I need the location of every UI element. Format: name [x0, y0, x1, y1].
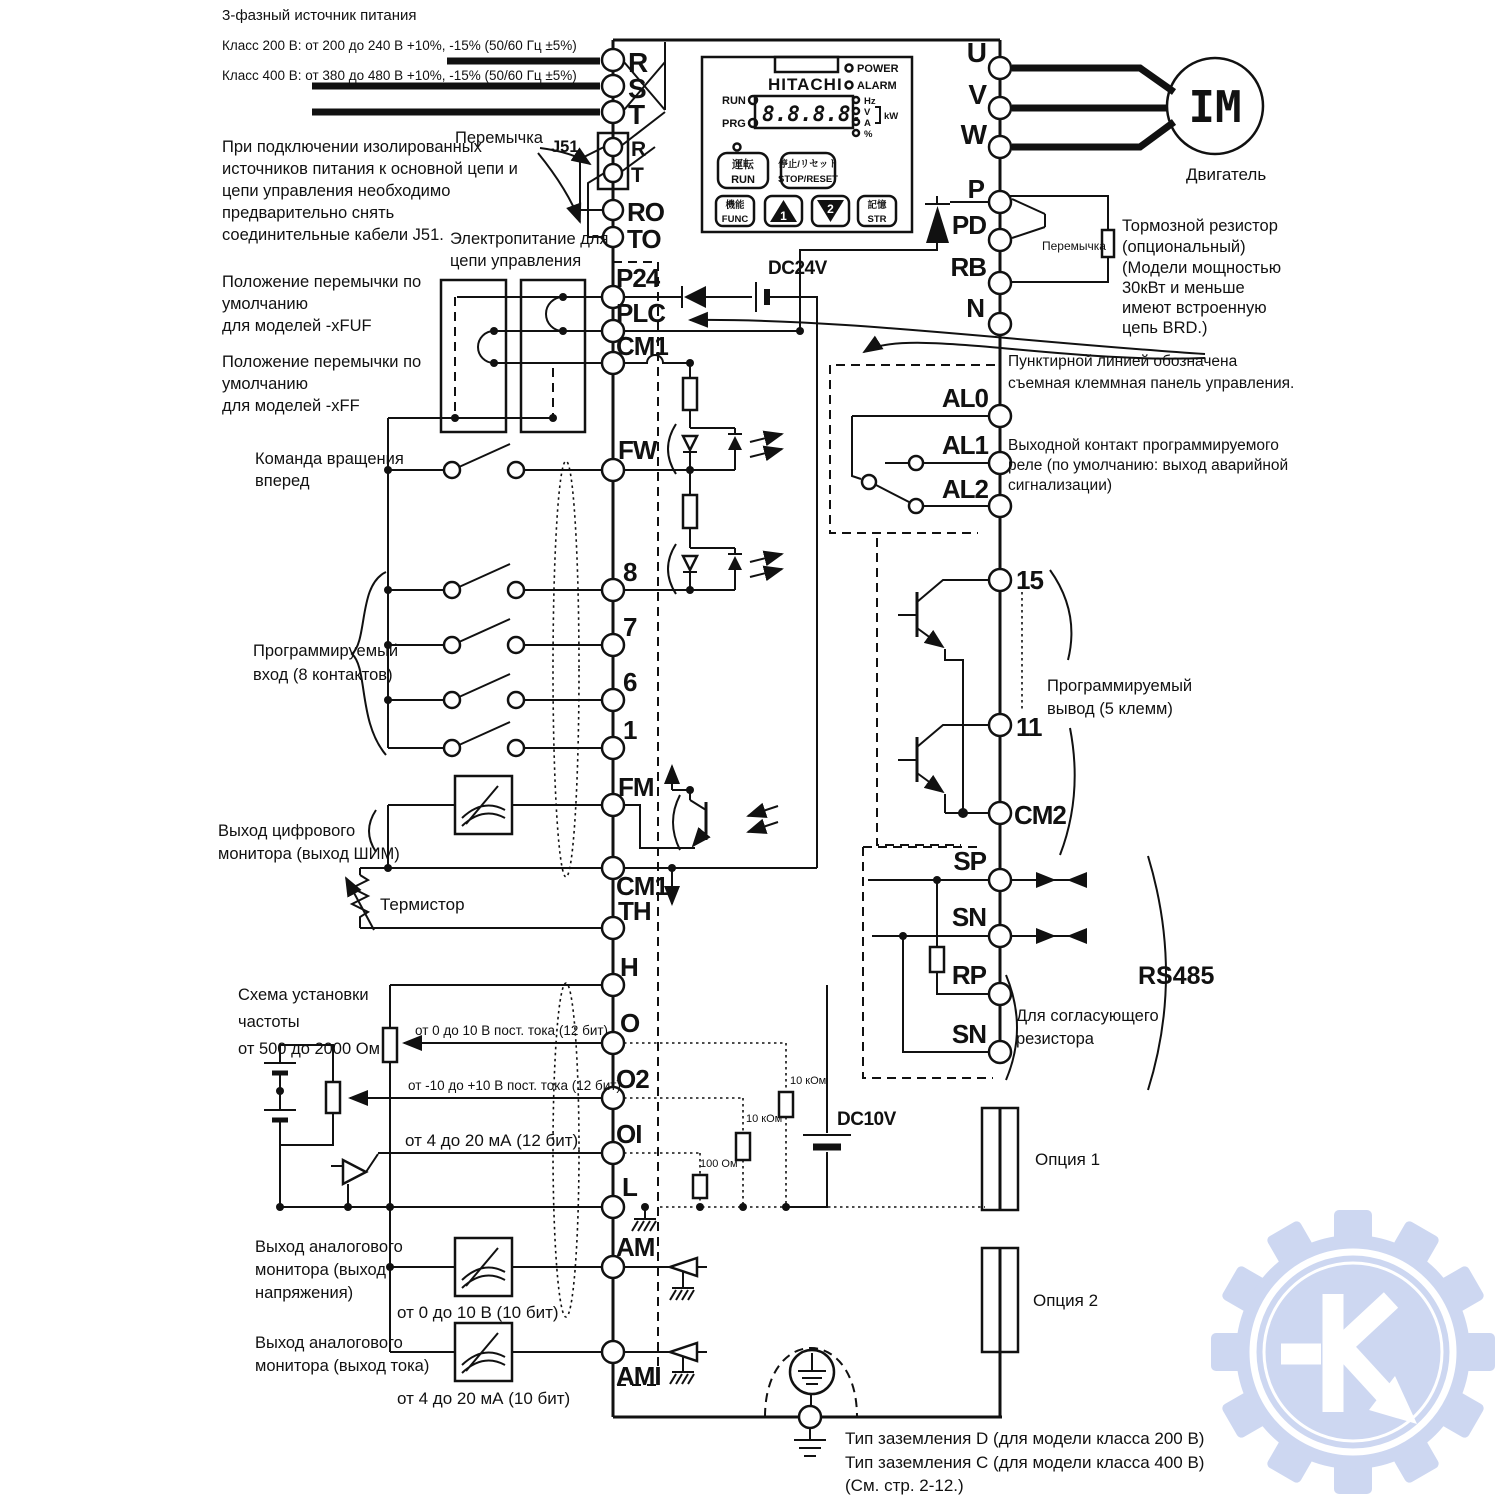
am-buffer [624, 1258, 707, 1300]
an-v-line2: монитора (выход [255, 1261, 386, 1279]
analog-input-internals [624, 985, 985, 1231]
note-j51-line5: соединительные кабели J51. [222, 226, 444, 244]
freq-line2: частоты [238, 1013, 300, 1031]
relay-note-line2: реле (по умолчанию: выход аварийной [1008, 457, 1289, 474]
range-o2-label: от -10 до +10 В пост. тока (12 бит) [408, 1078, 621, 1093]
label-L: L [622, 1172, 637, 1202]
panel-kw: kW [884, 111, 899, 122]
resistor3-label: 100 Ом [700, 1158, 738, 1170]
an-i-line1: Выход аналогового [255, 1334, 403, 1352]
brake-line1: Тормозной резистор [1122, 217, 1278, 235]
label-1: 1 [623, 715, 637, 745]
terminal-ground [799, 1406, 821, 1428]
jumper-xfuf-line3: для моделей -xFUF [222, 317, 372, 335]
ground-line1: Тип заземления D (для модели класса 200 В) [845, 1429, 1205, 1448]
resistor2-label: 10 кОм [746, 1113, 783, 1125]
option2-label: Опция 2 [1033, 1291, 1099, 1310]
dig-mon-line1: Выход цифрового [218, 822, 356, 840]
terminal-8 [602, 579, 624, 601]
prog-in-line1: Программируемый [253, 642, 399, 660]
note-j51-line4: предварительно снять [222, 204, 395, 222]
label-AM: AM [616, 1232, 655, 1262]
label-j51-T: T [631, 164, 643, 187]
prog-out-line1: Программируемый [1047, 677, 1193, 695]
down-button-label[interactable]: 2 [827, 202, 834, 216]
relay-note-line3: сигнализации) [1008, 477, 1113, 494]
annotations [218, 7, 1294, 1495]
label-AL1: AL1 [941, 430, 988, 460]
label-N: N [966, 293, 984, 323]
label-FW: FW [618, 435, 657, 465]
range-ami-label: от 4 до 20 мА (10 бит) [397, 1389, 571, 1408]
rs485-circuit [868, 856, 1166, 1090]
label-7: 7 [623, 612, 637, 642]
panel-led-pct: % [864, 129, 873, 140]
jumper-xff-line3: для моделей -xFF [222, 397, 360, 415]
label-RB: RB [950, 252, 986, 282]
brake-line5: имеют встроенную [1122, 299, 1267, 317]
power-title: 3-фазный источник питания [222, 7, 417, 24]
terminal-15 [989, 569, 1011, 591]
range-oi-label: от 4 до 20 мА (12 бит) [405, 1131, 579, 1150]
label-AL0: AL0 [941, 383, 988, 413]
j51-name-label: J51 [551, 138, 579, 156]
option1-label: Опция 1 [1035, 1150, 1101, 1169]
label-11: 11 [1016, 712, 1042, 742]
func-button[interactable]: FUNC [721, 214, 749, 225]
label-W: W [960, 119, 986, 150]
label-P24: P24 [616, 263, 660, 293]
terminal-11 [989, 714, 1011, 736]
rs485-label: RS485 [1138, 962, 1215, 990]
label-H: H [620, 952, 638, 982]
terminal-AL0 [989, 405, 1011, 427]
terminal-V [989, 97, 1011, 119]
freq-line3: от 500 до 2000 Ом [238, 1040, 380, 1058]
label-SP: SP [953, 846, 986, 876]
an-v-line3: напряжения) [255, 1284, 354, 1302]
label-S: S [628, 73, 646, 104]
jumper-xfuf-line2: умолчанию [222, 295, 308, 313]
prog-out-line2: вывод (5 клемм) [1047, 700, 1173, 718]
terminal-SN [989, 925, 1011, 947]
brake-line4: 30кВт и меньше [1122, 279, 1245, 297]
str-button[interactable]: STR [867, 214, 887, 225]
terminal-R [602, 49, 624, 71]
motor-type-label: IM [1188, 82, 1242, 133]
up-button-label[interactable]: 1 [780, 209, 787, 223]
label-R: R [628, 47, 648, 78]
switch-6 [388, 674, 602, 708]
panel-led-run: RUN [722, 95, 746, 107]
term-res-line1: Для согласующего [1016, 1007, 1159, 1025]
label-6: 6 [623, 667, 637, 697]
ground-line3: (См. стр. 2-12.) [845, 1476, 964, 1495]
terminal-N [989, 313, 1011, 335]
terminal-CM2 [989, 802, 1011, 824]
label-CM1b: CM1 [616, 871, 668, 901]
motor-circuit [1012, 58, 1263, 154]
fm-monitor-circuit [369, 766, 778, 868]
dc24v-label: DC24V [768, 258, 827, 279]
label-15: 15 [1016, 565, 1043, 595]
label-CM1: CM1 [616, 331, 668, 361]
label-RO: RO [627, 197, 664, 227]
label-FM: FM [618, 772, 654, 802]
left-terminal-labels [616, 47, 668, 1391]
prog-in-line2: вход (8 контактов) [253, 666, 393, 684]
run-button[interactable]: RUN [731, 174, 755, 186]
power-class200: Класс 200 В: от 200 до 240 В +10%, -15% (50/60 Гц ±5%) [222, 38, 577, 53]
jumper-xff-line1: Положение перемычки по [222, 353, 422, 371]
resistor1-label: 10 кОм [790, 1075, 827, 1087]
terminal-RP [989, 983, 1011, 1005]
label-RP: RP [951, 960, 986, 990]
label-PLC: PLC [616, 298, 665, 328]
terminal-RO [603, 200, 623, 220]
label-O: O [620, 1008, 640, 1038]
label-AL2: AL2 [941, 474, 988, 504]
panel-led-prg: PRG [722, 118, 746, 130]
label-AMI: AMI [616, 1361, 661, 1391]
an-i-line2: монитора (выход тока) [255, 1357, 430, 1375]
right-terminal-labels [942, 37, 1067, 1049]
watermark-gear-logo [1211, 1210, 1495, 1494]
term-res-line2: резистора [1016, 1030, 1094, 1048]
terminal-P [989, 191, 1011, 213]
terminal-SP [989, 869, 1011, 891]
thermistor-label: Термистор [380, 895, 465, 914]
removable-panel-dashed-outline [613, 262, 995, 1385]
terminal-j51-R [604, 138, 622, 156]
stop-reset-button[interactable]: STOP/RESET [777, 174, 839, 185]
grounding [765, 1348, 857, 1456]
jumper-brake-label: Перемычка [1042, 239, 1106, 253]
inverter-outline [613, 40, 1002, 1417]
dc10v-label: DC10V [837, 1109, 896, 1130]
func-button-jp[interactable]: 機能 [725, 200, 745, 211]
switch-7 [388, 619, 602, 653]
brake-line6: цепь BRD.) [1122, 319, 1208, 337]
freq-line1: Схема установки [238, 986, 369, 1004]
keypad-panel [702, 57, 912, 232]
label-U: U [966, 37, 986, 68]
terminal-PD [989, 229, 1011, 251]
terminal-L [602, 1196, 624, 1218]
switch-1 [388, 722, 602, 756]
terminal-1 [602, 737, 624, 759]
panel-note-line1: Пунктирной линией обозначена [1008, 353, 1238, 370]
label-V: V [968, 79, 986, 110]
label-PD: PD [951, 210, 986, 240]
dig-mon-line2: монитора (выход ШИМ) [218, 845, 400, 863]
relay-note-line1: Выходной контакт программируемого [1008, 437, 1279, 454]
panel-led-a: A [864, 118, 871, 129]
panel-led-hz: Hz [864, 96, 876, 107]
terminal-SN2 [989, 1041, 1011, 1063]
label-CM2: CM2 [1014, 800, 1066, 830]
switch-8 [388, 564, 602, 598]
panel-led-v: V [864, 107, 871, 118]
panel-led-alarm: ALARM [857, 80, 897, 92]
ctrl-power-line1: Электропитание для [450, 230, 609, 248]
panel-display: 8.8.8.8. [762, 102, 864, 126]
panel-led-power: POWER [857, 63, 899, 75]
label-8: 8 [623, 557, 637, 587]
label-TO: TO [627, 224, 661, 254]
jumper-top-label: Перемычка [455, 129, 543, 147]
note-j51-line2: источников питания к основной цепи и [222, 160, 518, 178]
an-v-line1: Выход аналогового [255, 1238, 403, 1256]
stop-reset-button-jp[interactable]: 停止/リセット [778, 159, 838, 170]
brake-line3: (Модели мощностью [1122, 259, 1282, 277]
terminal-6 [602, 689, 624, 711]
note-j51-line1: При подключении изолированных [222, 138, 482, 156]
power-class400: Класс 400 В: от 380 до 480 В +10%, -15% (50/60 Гц ±5%) [222, 68, 577, 83]
label-j51-R: R [631, 138, 646, 161]
terminal-AL2 [989, 495, 1011, 517]
terminal-7 [602, 634, 624, 656]
run-button-jp[interactable]: 運転 [732, 159, 754, 171]
str-button-jp[interactable]: 記憶 [867, 200, 887, 211]
panel-brand: HITACHI [768, 75, 843, 94]
label-T: T [628, 99, 645, 130]
label-P: P [967, 174, 984, 204]
brake-line2: (опциональный) [1122, 238, 1246, 256]
label-TH: TH [618, 896, 651, 926]
panel-note-line2: съемная клеммная панель управления. [1008, 375, 1295, 392]
terminal-AMI [602, 1341, 624, 1363]
label-SN2: SN [951, 1019, 986, 1049]
ctrl-power-line2: цепи управления [450, 252, 582, 270]
jumper-xfuf-line1: Положение перемычки по [222, 273, 422, 291]
terminal-S [602, 75, 624, 97]
jumper-xff-line2: умолчанию [222, 375, 308, 393]
label-O2: O2 [616, 1064, 649, 1094]
terminal-W [989, 136, 1011, 158]
terminal-RB [989, 272, 1011, 294]
note-j51-line3: цепи управления необходимо [222, 182, 451, 200]
terminal-T [602, 101, 624, 123]
ground-line2: Тип заземления C (для модели класса 400 В) [845, 1453, 1205, 1472]
fw-cmd-line1: Команда вращения [255, 450, 404, 468]
motor-label: Двигатель [1186, 165, 1267, 184]
fw-cmd-line2: вперед [255, 472, 310, 490]
terminal-j51-T [604, 164, 622, 182]
label-OI: OI [616, 1119, 642, 1149]
label-SN: SN [951, 902, 986, 932]
programmable-input-switches [352, 418, 602, 756]
terminal-U [989, 57, 1011, 79]
range-o-label: от 0 до 10 В пост. тока (12 бит) [415, 1023, 609, 1038]
switch-fw [388, 444, 602, 478]
range-am-label: от 0 до 10 В (10 бит) [397, 1303, 559, 1322]
